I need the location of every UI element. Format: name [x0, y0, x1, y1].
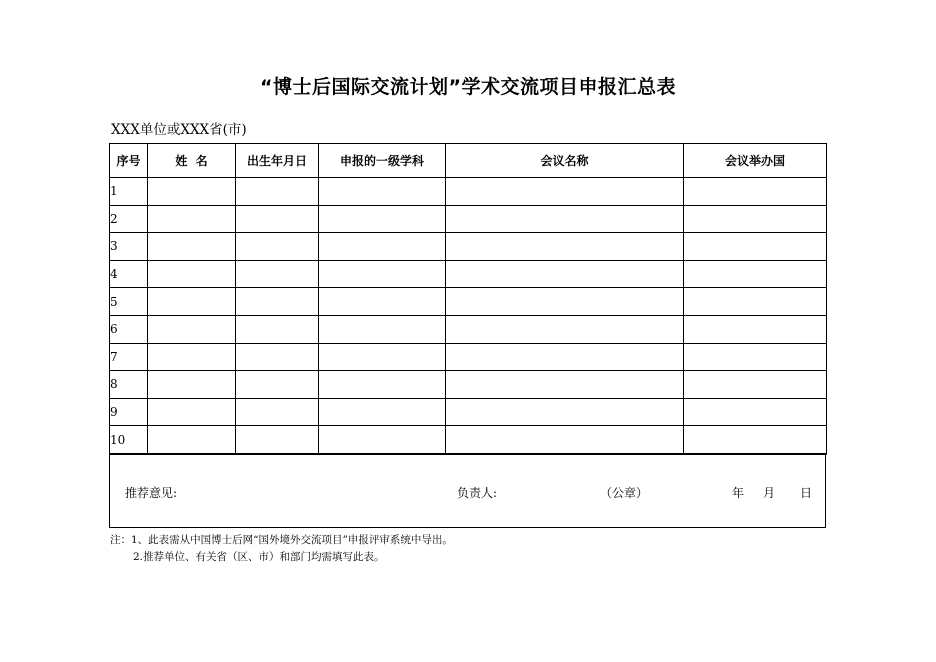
cell-conference-name[interactable] [446, 426, 684, 454]
cell-name[interactable] [148, 288, 236, 316]
seal-label: （公章） [600, 486, 649, 500]
cell-name[interactable] [148, 260, 236, 288]
cell-host-country[interactable] [684, 205, 827, 233]
cell-birthdate[interactable] [236, 178, 319, 206]
cell-birthdate[interactable] [236, 315, 319, 343]
cell-discipline[interactable] [319, 260, 446, 288]
responsible-label: 负责人: [457, 486, 498, 500]
cell-host-country[interactable] [684, 288, 827, 316]
table-header-row [110, 144, 827, 178]
cell-discipline[interactable] [319, 288, 446, 316]
cell-discipline[interactable] [319, 371, 446, 399]
cell-host-country[interactable] [684, 233, 827, 261]
header-birthdate: 出生年月日 [236, 144, 319, 178]
cell-name[interactable] [148, 371, 236, 399]
row-seq: 8 [110, 371, 148, 399]
table-row [110, 178, 827, 206]
cell-birthdate[interactable] [236, 233, 319, 261]
cell-conference-name[interactable] [446, 205, 684, 233]
table-row [110, 205, 827, 233]
cell-conference-name[interactable] [446, 343, 684, 371]
cell-discipline[interactable] [319, 343, 446, 371]
table-row [110, 371, 827, 399]
document-title: “博士后国际交流计划”学术交流项目申报汇总表 [260, 76, 676, 98]
cell-conference-name[interactable] [446, 260, 684, 288]
cell-name[interactable] [148, 426, 236, 454]
row-seq: 6 [110, 315, 148, 343]
cell-host-country[interactable] [684, 343, 827, 371]
cell-discipline[interactable] [319, 178, 446, 206]
cell-birthdate[interactable] [236, 398, 319, 426]
recommendation-label: 推荐意见: [125, 486, 178, 500]
row-seq: 4 [110, 260, 148, 288]
day-label: 日 [800, 486, 813, 500]
note-1: 注：1、此表需从中国博士后网“国外境外交流项目”申报评审系统中导出。 [110, 534, 453, 546]
cell-conference-name[interactable] [446, 315, 684, 343]
summary-table [109, 143, 827, 455]
cell-discipline[interactable] [319, 315, 446, 343]
header-name: 姓 名 [148, 144, 236, 178]
cell-birthdate[interactable] [236, 343, 319, 371]
note-2: 2.推荐单位、有关省（区、市）和部门均需填写此表。 [133, 551, 385, 563]
year-label: 年 [732, 486, 745, 500]
cell-name[interactable] [148, 233, 236, 261]
row-seq: 7 [110, 343, 148, 371]
cell-name[interactable] [148, 315, 236, 343]
cell-host-country[interactable] [684, 178, 827, 206]
row-seq: 5 [110, 288, 148, 316]
header-conference-name: 会议名称 [446, 144, 684, 178]
header-seq: 序号 [110, 144, 148, 178]
row-seq: 9 [110, 398, 148, 426]
header-discipline: 申报的一级学科 [319, 144, 446, 178]
cell-name[interactable] [148, 398, 236, 426]
cell-birthdate[interactable] [236, 426, 319, 454]
cell-birthdate[interactable] [236, 371, 319, 399]
row-seq: 3 [110, 233, 148, 261]
cell-birthdate[interactable] [236, 205, 319, 233]
table-row [110, 398, 827, 426]
cell-host-country[interactable] [684, 398, 827, 426]
table-row [110, 233, 827, 261]
table-row [110, 343, 827, 371]
notes [110, 532, 453, 566]
cell-conference-name[interactable] [446, 371, 684, 399]
unit-line: XXX单位或XXX省(市) [111, 122, 247, 138]
cell-birthdate[interactable] [236, 288, 319, 316]
table-row [110, 288, 827, 316]
cell-name[interactable] [148, 343, 236, 371]
header-host-country: 会议举办国 [684, 144, 827, 178]
cell-host-country[interactable] [684, 371, 827, 399]
month-label: 月 [763, 486, 776, 500]
cell-discipline[interactable] [319, 398, 446, 426]
row-seq: 1 [110, 178, 148, 206]
cell-discipline[interactable] [319, 426, 446, 454]
cell-name[interactable] [148, 178, 236, 206]
cell-host-country[interactable] [684, 315, 827, 343]
table-row [110, 426, 827, 454]
cell-host-country[interactable] [684, 426, 827, 454]
cell-conference-name[interactable] [446, 288, 684, 316]
cell-discipline[interactable] [319, 205, 446, 233]
row-seq: 2 [110, 205, 148, 233]
cell-conference-name[interactable] [446, 233, 684, 261]
cell-host-country[interactable] [684, 260, 827, 288]
table-row [110, 260, 827, 288]
recommendation-box[interactable] [109, 454, 826, 528]
table-row [110, 315, 827, 343]
row-seq: 10 [110, 426, 148, 454]
cell-conference-name[interactable] [446, 178, 684, 206]
cell-conference-name[interactable] [446, 398, 684, 426]
cell-name[interactable] [148, 205, 236, 233]
cell-discipline[interactable] [319, 233, 446, 261]
cell-birthdate[interactable] [236, 260, 319, 288]
